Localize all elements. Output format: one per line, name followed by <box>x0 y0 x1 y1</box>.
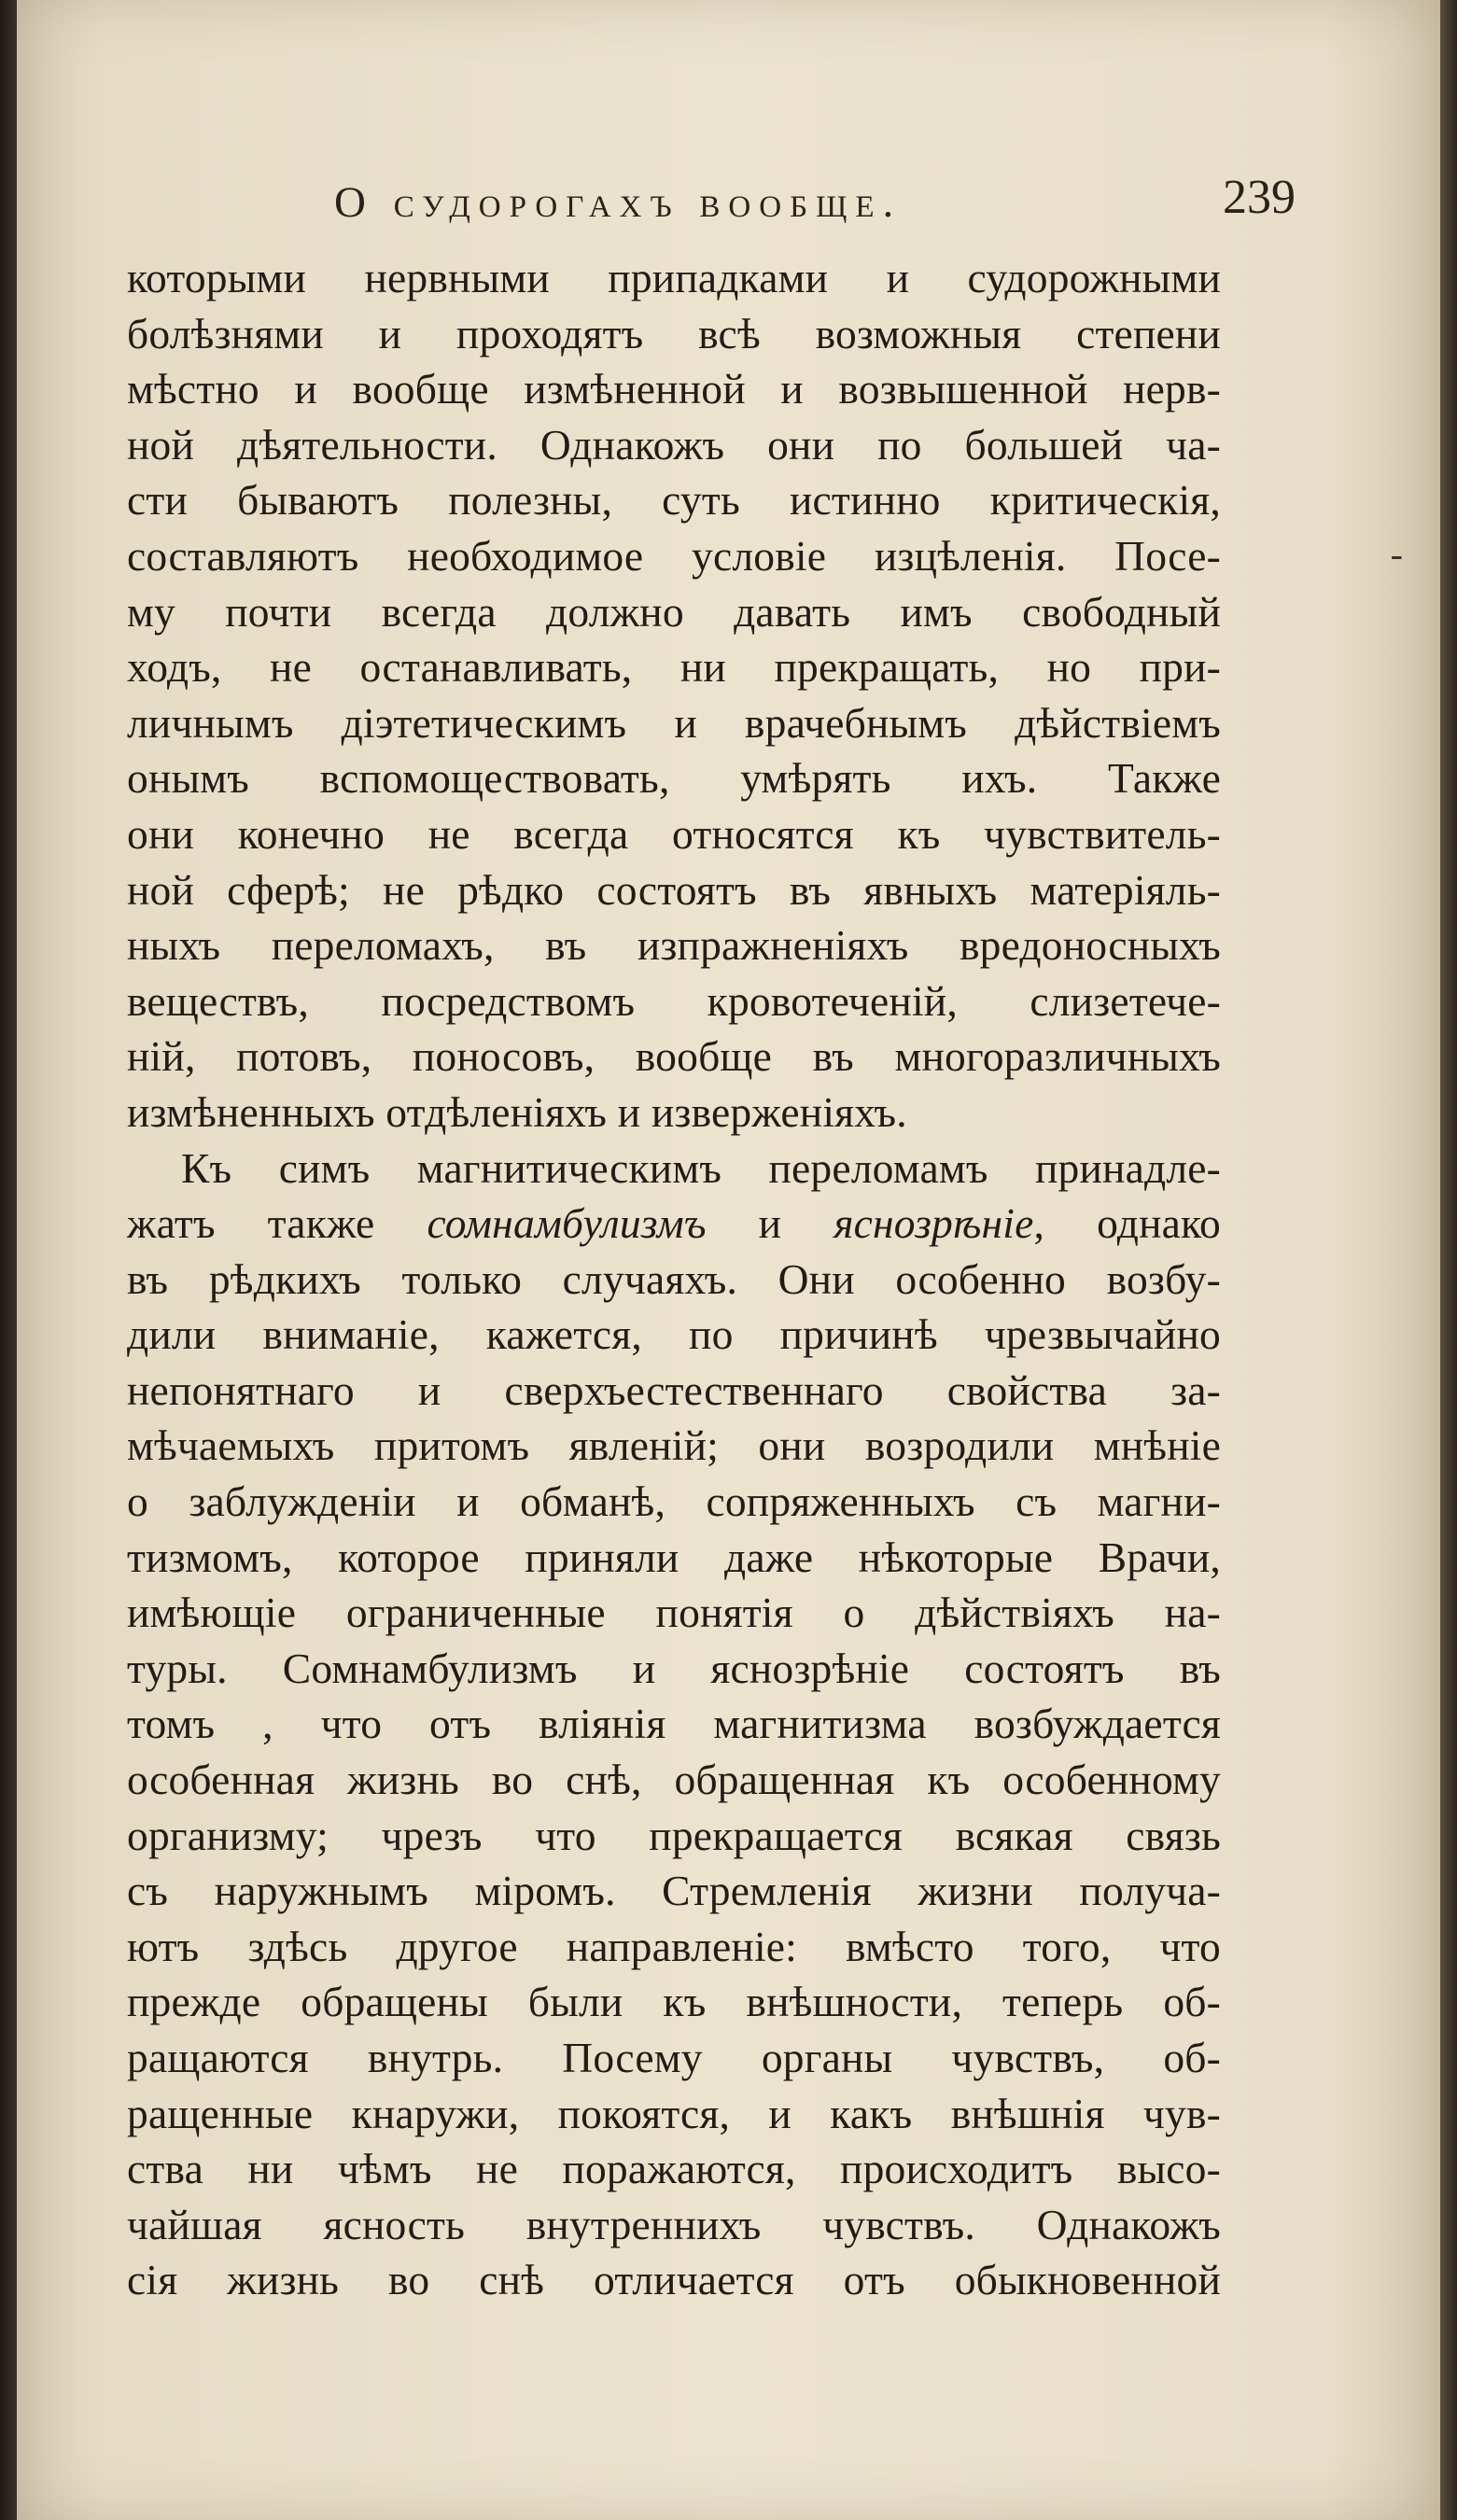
book-binding <box>0 0 17 2520</box>
paragraph-start-line: Къ симъ магнитическимъ переломамъ принадле- <box>181 1143 1221 1192</box>
body-text <box>127 250 1221 2308</box>
text-line-with-emphasis <box>127 1196 1221 1252</box>
text-line: организму; чрезъ что прекращается всякая связь <box>127 1811 1221 1859</box>
text-line: составляютъ необходимое условіе изцѣленія. Посе- <box>127 531 1221 580</box>
text-line: ныхъ переломахъ, въ изпражненіяхъ вредоносныхъ <box>127 921 1221 970</box>
text-line: они конечно не всегда относятся къ чувствитель- <box>127 809 1221 858</box>
text-line: которыми нервными припадками и судорожными <box>127 254 1221 301</box>
margin-mark: - <box>1390 533 1403 575</box>
text-line: туры. Сомнамбулизмъ и яснозрѣніе состоятъ въ <box>127 1644 1221 1692</box>
text-line: ства ни чѣмъ не поражаются, происходитъ высо- <box>127 2145 1221 2193</box>
text-line: сія жизнь во снѣ отличается отъ обыкновенной <box>127 2256 1221 2304</box>
text-line: о заблужденіи и обманѣ, сопряженныхъ съ магни- <box>127 1477 1221 1526</box>
text-line: ной сферѣ; не рѣдко состоятъ въ явныхъ матеріяль- <box>127 865 1221 914</box>
page-header <box>129 171 1296 243</box>
text-line: имѣющіе ограниченные понятія о дѣйствіяхъ на- <box>127 1589 1221 1637</box>
text-line: ращаются внутрь. Посему органы чувствъ, об- <box>127 2034 1221 2081</box>
text-line: онымъ вспомоществовать, умѣрять ихъ. Также <box>127 754 1221 803</box>
text-run: , однако <box>1033 1199 1222 1248</box>
text-line: прежде обращены были къ внѣшности, теперь об- <box>127 1978 1221 2026</box>
text-line: веществъ, посредствомъ кровотеченій, слизетече- <box>127 976 1221 1025</box>
running-title: О судорогахъ вообще. <box>334 178 903 227</box>
emphasis-term: яснозрѣніе <box>834 1199 1034 1248</box>
text-line: ращенные кнаружи, покоятся, и какъ внѣшнія чув- <box>127 2089 1221 2137</box>
text-line: непонятнаго и сверхъестественнаго свойства за- <box>127 1365 1221 1414</box>
text-line: томъ , что отъ вліянія магнитизма возбуждается <box>127 1700 1221 1748</box>
book-page <box>17 0 1440 2520</box>
text-line: ной дѣятельности. Однакожъ они по большей ча- <box>127 420 1221 469</box>
text-line: мѣстно и вообще измѣненной и возвышенной нерв- <box>127 365 1221 413</box>
text-line: измѣненныхъ отдѣленіяхъ и изверженіяхъ. <box>127 1087 907 1136</box>
text-line: ходъ, не останавливать, ни прекращать, но при- <box>127 643 1221 692</box>
text-run: и <box>706 1199 834 1248</box>
page-edge <box>1440 0 1457 2520</box>
page-number: 239 <box>1223 171 1296 224</box>
text-line: му почти всегда должно давать имъ свободный <box>127 587 1221 636</box>
text-line: особенная жизнь во снѣ, обращенная къ особенному <box>127 1756 1221 1804</box>
text-run: жатъ также <box>127 1199 427 1248</box>
text-line: съ наружнымъ міромъ. Стремленія жизни получа- <box>127 1867 1221 1915</box>
text-line: дили вниманіе, кажется, по причинѣ чрезвычайно <box>127 1310 1221 1359</box>
text-line: тизмомъ, которое приняли даже нѣкоторые Врачи, <box>127 1533 1221 1581</box>
text-line: мѣчаемыхъ притомъ явленій; они возродили мнѣніе <box>127 1421 1221 1470</box>
text-line: чайшая ясность внутреннихъ чувствъ. Однакожъ <box>127 2200 1221 2248</box>
text-line: болѣзнями и проходятъ всѣ возможныя степени <box>127 309 1221 357</box>
text-line: личнымъ діэтетическимъ и врачебнымъ дѣйствіемъ <box>127 698 1221 747</box>
text-line: ній, потовъ, поносовъ, вообще въ многоразличныхъ <box>127 1032 1221 1081</box>
text-line: ютъ здѣсь другое направленіе: вмѣсто того, что <box>127 1922 1221 1970</box>
text-line: сти бываютъ полезны, суть истинно критическія, <box>127 476 1221 525</box>
text-line: въ рѣдкихъ только случаяхъ. Они особенно возбу- <box>127 1254 1221 1303</box>
emphasis-term: сомнамбулизмъ <box>427 1199 707 1248</box>
